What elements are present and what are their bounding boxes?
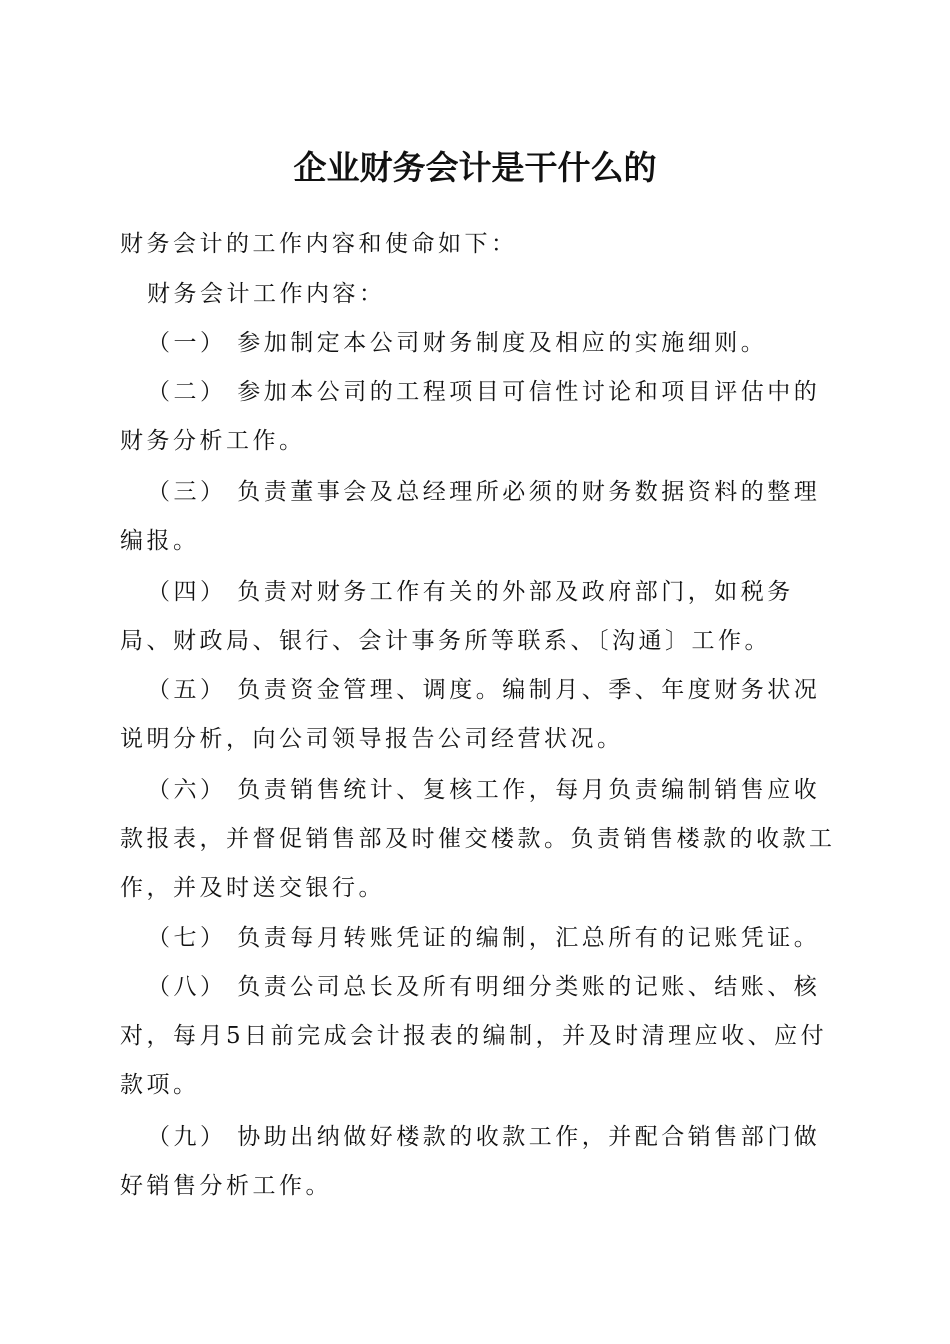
item-9: （九） 协助出纳做好楼款的收款工作，并配合销售部门做好销售分析工作。 xyxy=(120,1124,821,1199)
item-7: （七） 负责每月转账凭证的编制，汇总所有的记账凭证。 xyxy=(147,925,821,951)
section-heading: 财务会计工作内容： xyxy=(147,281,386,307)
item-2: （二） 参加本公司的工程项目可信性讨论和项目评估中的财务分析工作。 xyxy=(120,379,821,454)
item-4: （四） 负责对财务工作有关的外部及政府部门，如税务局、财政局、银行、会计事务所等联系、〔沟通〕工作。 xyxy=(120,579,794,654)
item-3: （三） 负责董事会及总经理所必须的财务数据资料的整理编报。 xyxy=(120,479,821,554)
item-6: （六） 负责销售统计、复核工作，每月负责编制销售应收款报表，并督促销售部及时催交楼款。负责销售楼款的收款工作，并及时送交银行。 xyxy=(120,777,836,901)
page-title: 企业财务会计是干什么的 xyxy=(293,148,657,187)
item-1: （一） 参加制定本公司财务制度及相应的实施细则。 xyxy=(147,330,768,356)
item-8: （八） 负责公司总长及所有明细分类账的记账、结账、核对，每月5日前完成会计报表的编制，并及时清理应收、应付款项。 xyxy=(120,974,828,1098)
intro-paragraph: 财务会计的工作内容和使命如下： xyxy=(120,231,518,257)
item-5: （五） 负责资金管理、调度。编制月、季、年度财务状况说明分析，向公司领导报告公司经营状况。 xyxy=(120,677,821,752)
